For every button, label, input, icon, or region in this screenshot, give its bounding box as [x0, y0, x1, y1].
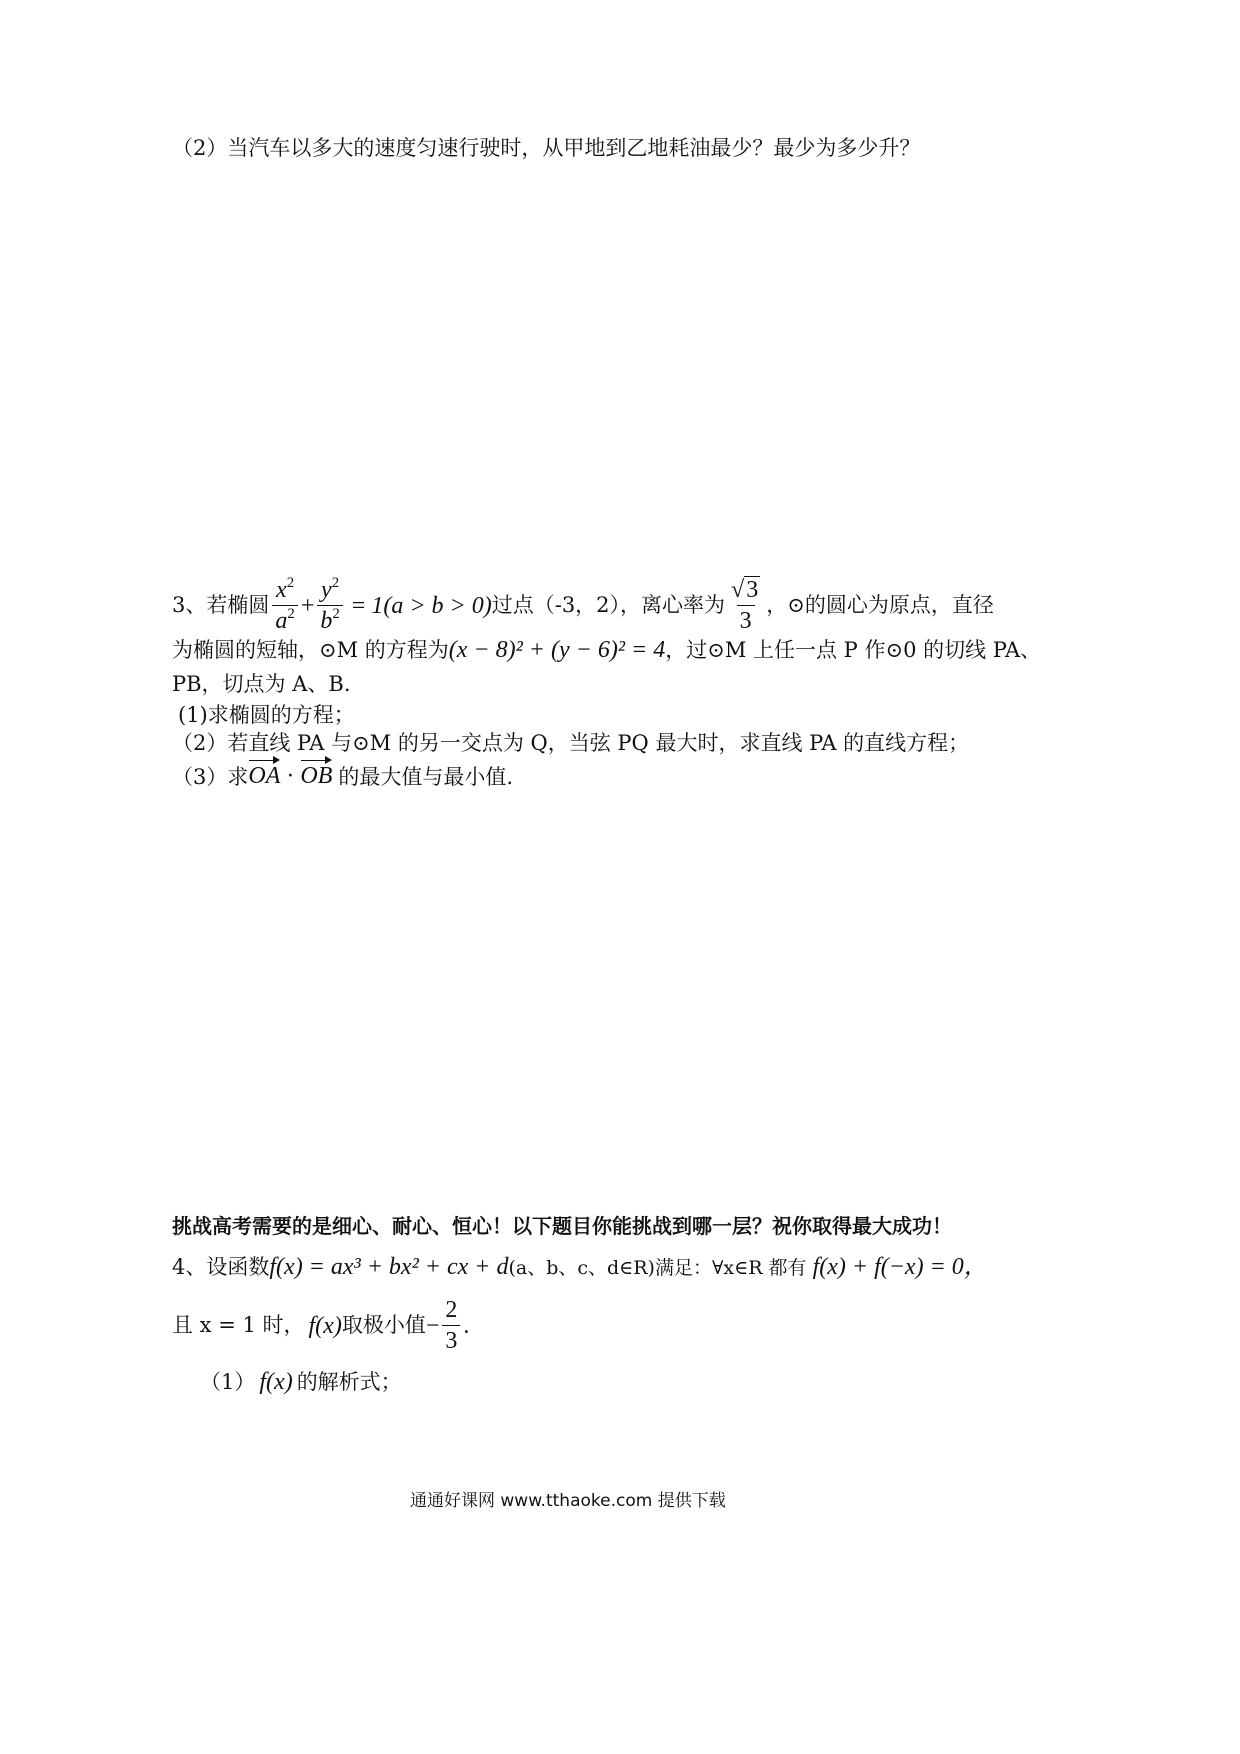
vector-ob: OB: [300, 758, 332, 788]
q3-sub3-a: （3）求: [172, 765, 249, 789]
vector-oa: OA: [248, 758, 280, 788]
q3-lead: 3、若椭圆: [172, 593, 270, 617]
q3-pass-point: 过点（-3，2），离心率为: [491, 593, 726, 617]
q3-after-ecc: ，⊙的圆心为原点，直径: [766, 593, 994, 617]
q3-line2: [172, 638, 1041, 662]
q4-sub1-a: （1）: [200, 1370, 256, 1394]
q4-lead: 4、设函数: [172, 1255, 270, 1279]
challenge-banner: 挑战高考需要的是细心、耐心、恒心！以下题目你能挑战到哪一层？祝你取得最大成功！: [172, 1214, 952, 1238]
q4-line2: 且 x = 1 时， f(x) 取极小值 − $\frac{2}{3}$ .: [172, 1297, 470, 1354]
q3-sub1: (1)求椭圆的方程；: [178, 703, 355, 727]
q4-min-value: $\frac{2}{3}$: [442, 1298, 460, 1353]
q4-line2-a: 且 x = 1 时，: [172, 1313, 305, 1337]
sqrt-symbol: √3: [731, 577, 759, 603]
q4-function: f(x) = ax³ + bx² + cx + d: [269, 1254, 509, 1280]
ellipse-condition: 1(a > b > 0): [371, 592, 492, 619]
q4-fx: f(x): [308, 1312, 342, 1339]
q3-sub3: （3）求 OA · OB 的最大值与最小值.: [172, 758, 513, 788]
q3-sub2: （2）若直线 PA 与⊙M 的另一交点为 Q，当弦 PQ 最大时，求直线 PA 的直线方程；: [172, 731, 970, 755]
circle-m-equation: (x − 8)² + (y − 6)² = 4: [448, 637, 666, 663]
ellipse-y-term: $\frac{y^2}{b^2}$: [317, 578, 342, 633]
eccentricity: $\frac{√3}{3}$: [731, 577, 759, 634]
q4-line1: [172, 1255, 988, 1279]
ellipse-x-term: $\frac{x^2}{a^2}$: [272, 578, 297, 633]
q3-line3: PB，切点为 A、B.: [172, 672, 351, 696]
footer-credit: 通通好课网 www.tthaoke.com 提供下载: [410, 1491, 726, 1511]
q4-coeffs: (a、b、c、d∈R)满足：∀x∈R 都有: [508, 1257, 807, 1279]
q4-sub1-b: 的解析式；: [296, 1370, 402, 1394]
q3-line2-a: 为椭圆的短轴，⊙M 的方程为: [172, 638, 449, 662]
q4-sub1: [200, 1370, 402, 1394]
q3-line2-b: ，过⊙M 上任一点 P 作⊙0 的切线 PA、: [665, 638, 1042, 662]
q4-odd-condition: f(x) + f(−x) = 0，: [812, 1254, 988, 1280]
q2-sub2: （2）当汽车以多大的速度匀速行驶时，从甲地到乙地耗油最少？最少为多少升？: [172, 136, 921, 160]
q4-sub1-fx: f(x): [259, 1369, 293, 1395]
q3-sub3-b: 的最大值与最小值.: [338, 765, 514, 789]
q3-line1: 3、若椭圆 $\frac{x^2}{a^2}$ + $\frac{y^2}{b^2}$ = 1(a > b > 0) 过点（-3，2），离心率为 $\frac{√3}{3}$ ，⊙的圆心为原点，直径: [172, 574, 994, 634]
q4-line2-b: 取极小值: [341, 1313, 426, 1337]
